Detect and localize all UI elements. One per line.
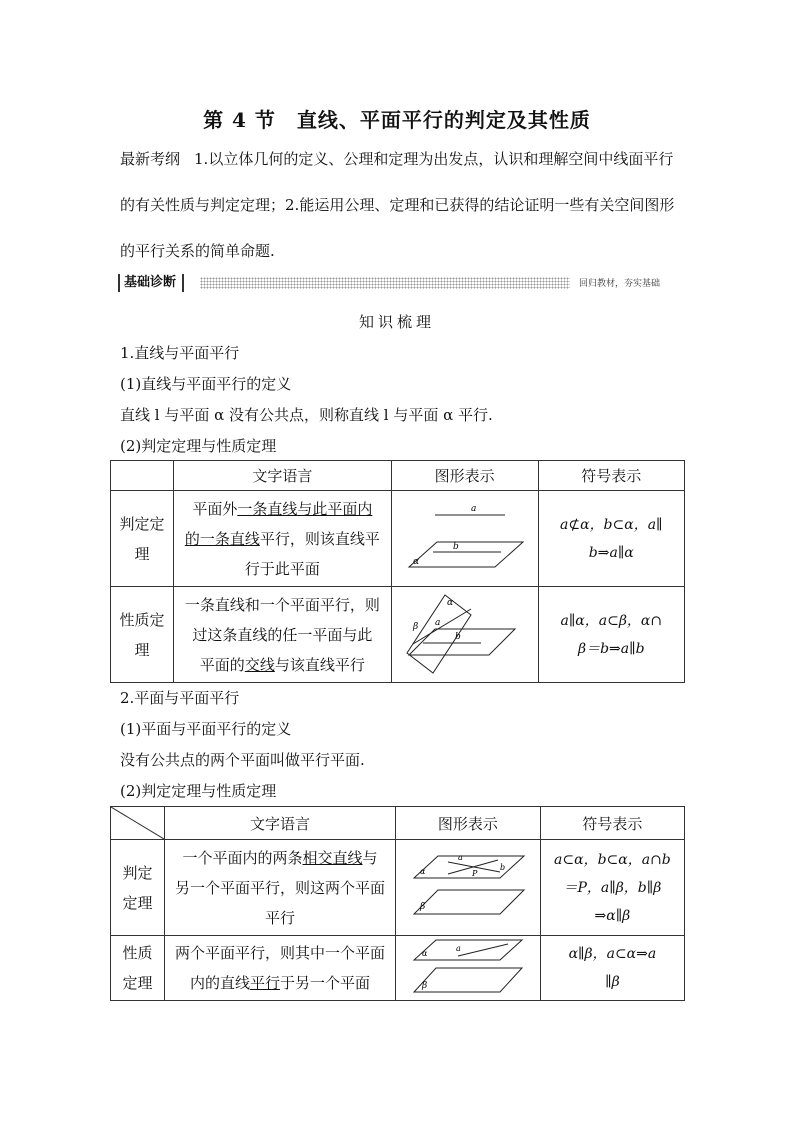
fig-label-a: a (457, 852, 463, 862)
symbol-text: a⊂α，b⊂α，a∩b (554, 851, 671, 868)
row-label (111, 936, 165, 1001)
symbol-text: a∥α，a⊂β，α∩ (560, 612, 663, 629)
part1-heading: 1.直线与平面平行 (120, 344, 240, 362)
row-label (111, 491, 174, 587)
banner-sub: 回归教材，夯实基础 (578, 279, 660, 289)
col-header: 符号表示 (538, 461, 684, 491)
line-plane-property-figure (405, 589, 525, 677)
col-header: 文字语言 (165, 807, 396, 840)
figure-cell (391, 587, 538, 683)
text-seg: 另一个平面平行，则这两个平面 (175, 878, 386, 897)
part1-def-heading: (1)直线与平面平行的定义 (120, 375, 292, 393)
fig-label-alpha: α (419, 866, 426, 876)
table-header-row (111, 807, 685, 840)
part2-def-heading: (1)平面与平面平行的定义 (120, 720, 292, 738)
text-cell (165, 840, 396, 936)
symbol-cell (538, 491, 684, 587)
text-seg: 两个平面平行，则其中一个平面 (175, 944, 386, 962)
col-header: 文字语言 (173, 461, 391, 491)
text-seg: 与该直线平行 (274, 655, 365, 674)
row-label-text: 性质 (122, 944, 153, 962)
fig-label-beta: β (412, 621, 418, 632)
page-title: 第 4 节 直线、平面平行的判定及其性质 (203, 108, 591, 132)
figure-cell (391, 491, 538, 587)
symbol-text: α∥β，a⊂α⇒a (568, 946, 657, 962)
symbol-text: β＝b⇒a∥b (578, 640, 645, 657)
fig-label-a: a (470, 503, 477, 514)
col-header: 图形表示 (391, 461, 538, 491)
table-row (111, 936, 685, 1001)
text-seg: 平面外 (192, 499, 238, 518)
text-seg: 于另一个平面 (280, 974, 371, 992)
part2-heading: 2.平面与平面平行 (120, 689, 240, 707)
fig-label-alpha: α (446, 597, 453, 608)
row-label (111, 840, 165, 936)
symbol-cell (540, 840, 684, 936)
text-seg: 内的直线 (190, 974, 251, 992)
text-cell (173, 491, 391, 587)
fig-label-alpha: α (421, 949, 428, 958)
banner-dots (200, 277, 570, 289)
underlined-text: 交线 (244, 655, 275, 674)
part2-thm-heading: (2)判定定理与性质定理 (120, 782, 277, 800)
col-header: 图形表示 (396, 807, 541, 840)
corner-cell (111, 461, 174, 491)
table-row (111, 840, 685, 936)
section-title: 知识梳理 (358, 313, 435, 331)
row-label-text: 定理 (122, 893, 153, 912)
row-label-text: 判定 (122, 863, 153, 882)
section-banner (118, 274, 680, 292)
symbol-cell (538, 587, 684, 683)
table-line-plane (110, 460, 685, 683)
symbol-text: b⇒a∥α (588, 544, 634, 561)
symbol-text: ＝P，a∥β，b∥β (563, 879, 662, 896)
symbol-text: ∥β (605, 974, 620, 990)
col-header: 符号表示 (540, 807, 684, 840)
diagonal-line (111, 807, 164, 839)
fig-label-a: a (455, 944, 461, 953)
part1-thm-heading: (2)判定定理与性质定理 (120, 437, 277, 455)
part1-def-text: 直线 l 与平面 α 没有公共点，则称直线 l 与平面 α 平行. (120, 406, 493, 424)
diagonal-corner-cell (111, 807, 165, 840)
text-seg: 行于此平面 (244, 559, 320, 578)
plane-plane-judge-figure (408, 846, 528, 926)
fig-label-a: a (434, 617, 441, 628)
line-plane-judge-figure (405, 497, 525, 577)
text-cell (173, 587, 391, 683)
underlined-text: 一条直线与此平面内 (237, 499, 373, 518)
syllabus-text: 1.以立体几何的定义、公理和定理为出发点，认识和理解空间中线面平行的有关性质与判定定理；2.能运用公理、定理和已获得的结论证明一些有关空间图形的平行关系的简单命题. (120, 150, 675, 260)
text-seg: 平面的 (199, 655, 245, 674)
figure-cell (396, 840, 541, 936)
table-row (111, 587, 685, 683)
fig-label-b: b (499, 862, 506, 872)
row-label (111, 587, 174, 683)
plane-plane-property-figure (408, 936, 528, 996)
fig-label-b: b (454, 631, 461, 642)
table-header-row (111, 461, 685, 491)
text-seg: 一个平面内的两条 (182, 848, 303, 867)
syllabus-label: 最新考纲 (120, 150, 181, 168)
table-plane-plane (110, 806, 685, 1001)
fig-label-beta: β (419, 901, 426, 912)
symbol-cell (540, 936, 684, 1001)
part2-def-text: 没有公共点的两个平面叫做平行平面. (120, 751, 365, 769)
text-seg: 与 (362, 848, 378, 867)
table-row (111, 491, 685, 587)
text-seg: 平行，则该直线平 (259, 529, 380, 548)
fig-label-b: b (452, 541, 459, 552)
text-seg: 一条直线和一个平面平行，则 (184, 595, 380, 614)
fig-label-P: P (471, 868, 478, 878)
underlined-text: 相交直线 (302, 848, 363, 867)
symbol-text: ⇒α∥β (594, 907, 631, 924)
figure-cell (396, 936, 541, 1001)
syllabus (120, 136, 680, 274)
underlined-text: 平行 (250, 974, 281, 992)
row-label-text: 性质定理 (119, 610, 165, 659)
underlined-text: 的一条直线 (184, 529, 260, 548)
text-seg: 平行 (265, 908, 296, 927)
row-label-text: 判定定理 (119, 514, 165, 563)
symbol-text: a⊄α，b⊂α，a∥ (560, 516, 663, 533)
row-label-text: 定理 (122, 974, 153, 992)
fig-label-beta: β (421, 981, 428, 991)
text-cell (165, 936, 396, 1001)
banner-label: 基础诊断 (118, 274, 184, 292)
text-seg: 过这条直线的任一平面与此 (192, 625, 373, 644)
fig-label-alpha: α (412, 556, 419, 567)
